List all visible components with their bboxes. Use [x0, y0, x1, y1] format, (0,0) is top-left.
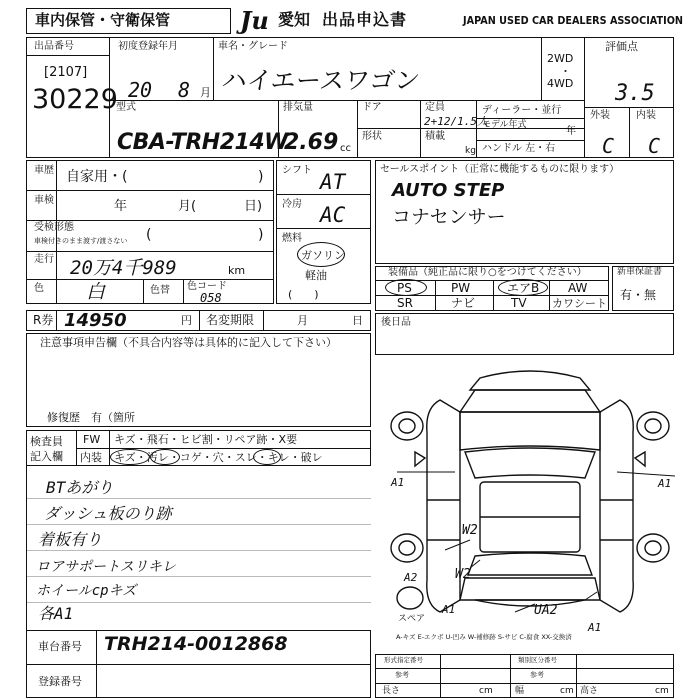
int-circle-3: [253, 449, 281, 465]
mark-a1-corner: A1: [588, 621, 602, 634]
storage-label: 車内保管・守衛保管: [35, 11, 171, 29]
body-shape-label: 形状: [362, 131, 382, 142]
legend-line-1: A-キズ E-エクボ U-凹み W-補修跡 S-サビ C-腐食 XX-交換済: [396, 633, 572, 641]
fuel-other: ( ): [288, 288, 319, 301]
mark-a1-rear: A1: [442, 603, 456, 616]
capacity-value: 2+12/1.5人: [424, 115, 488, 128]
remark-5: ホイールcpキズ: [36, 583, 137, 599]
fuel-diesel: 軽油: [305, 269, 327, 282]
equip-navi: ナビ: [451, 296, 476, 310]
front-bumper-shape: [470, 371, 590, 390]
lot-label: 出品番号: [34, 41, 74, 52]
receive-close: ): [258, 227, 264, 243]
mark-a1-left: A1: [391, 476, 405, 489]
4wd-option: 4WD: [547, 77, 574, 90]
exterior-grade: C: [602, 134, 615, 158]
height-cm: cm: [655, 686, 669, 696]
displacement-label: 排気量: [283, 102, 313, 113]
selling-points-label: セールスポイント（正常に機能するものに限ります）: [380, 164, 620, 175]
lot-number: 30229: [32, 84, 118, 115]
length-label: 長さ: [382, 686, 401, 696]
shift-label: シフト: [282, 165, 312, 176]
width-label: 幅: [515, 686, 525, 696]
fuel-gasoline: ガソリン: [301, 249, 345, 262]
interior-check-text: キズ・汚レ・コゲ・穴・スレ・キレ・破レ: [114, 451, 323, 464]
aircon-value: AC: [320, 203, 346, 227]
r-ticket-unit: 円: [181, 314, 192, 327]
form-title: 出品申込書: [322, 10, 408, 29]
int-circle-2: [150, 449, 180, 465]
equip-leather: カワシート: [552, 297, 607, 310]
category-label: 類別区分番号: [518, 656, 557, 664]
remark-1: BTあがり: [46, 478, 114, 497]
car-name: ハイエースワゴン: [219, 66, 422, 95]
interior-grade: C: [648, 134, 661, 158]
km-unit: km: [228, 264, 246, 277]
mark-a1-right: A1: [658, 477, 672, 490]
equip-sr: SR: [397, 296, 413, 310]
rating-score: 3.5: [615, 81, 655, 106]
equipment-label: 装備品（純正品に限り○をつけてください）: [388, 267, 587, 278]
color-code-label: 色コード: [187, 281, 227, 292]
interior-check-label: 内装: [80, 451, 102, 464]
displacement-value: 2.69: [284, 130, 339, 155]
equip-ps-circle: [385, 279, 427, 296]
model-label: 型式: [116, 102, 136, 113]
load-label: 積載: [425, 131, 445, 142]
registration-number-label: 登録番号: [38, 675, 82, 688]
rating-label: 評価点: [605, 40, 638, 53]
interior-label: 内装: [636, 110, 656, 121]
association-name: JAPAN USED CAR DEALERS ASSOCIATION: [463, 15, 684, 27]
color-code: 058: [200, 291, 222, 305]
model-year-unit: 年: [566, 126, 576, 137]
model-year-label: モデル年式: [482, 120, 527, 130]
model-code: CBA-TRH214W: [117, 130, 288, 155]
mileage-value: 20万4千989: [70, 257, 177, 279]
color-change-label: 色替: [150, 285, 170, 296]
2wd-option: 2WD: [547, 52, 574, 65]
inspector-label-1: 検査員: [30, 435, 63, 448]
storage-label-box: [26, 8, 231, 34]
equip-aw: AW: [568, 281, 588, 295]
mark-ua2: UA2: [534, 603, 558, 618]
ju-logo: Ju: [240, 6, 269, 35]
fuel-label: 燃料: [282, 233, 302, 244]
inspection-year: 年: [114, 199, 128, 214]
usage-label: 車歴: [34, 165, 54, 176]
mileage-label: 走行: [34, 254, 54, 265]
equip-ps: PS: [397, 281, 412, 295]
reissue-box: [375, 313, 674, 355]
drive-separator: ・: [560, 65, 571, 78]
remark-2: ダッシュ板のり跡: [44, 504, 172, 523]
mark-a2: A2: [404, 571, 418, 584]
remarks-area: [26, 466, 371, 628]
venue-name: 愛知: [278, 10, 311, 29]
fuel-circle-mark: [297, 242, 345, 267]
fw-label: FW: [83, 433, 101, 446]
exterior-label: 外装: [590, 110, 610, 121]
first-registration-label: 初度登録年月: [118, 41, 178, 52]
repair-history: 修復歴 有（箇所: [47, 411, 135, 424]
color-value: 白: [86, 281, 106, 303]
equip-pw: PW: [451, 281, 471, 295]
cc-unit: cc: [340, 143, 351, 154]
spare-label: スペア: [398, 614, 426, 624]
remark-6: 各A1: [38, 604, 74, 623]
usage-value: 自家用・(: [66, 169, 128, 185]
type-approval-ref: 参考: [395, 671, 409, 679]
month-unit: 月: [200, 86, 211, 99]
shift-value: AT: [320, 170, 346, 194]
warranty-label: 新車保証書: [617, 267, 663, 277]
kg-unit: kg: [465, 146, 476, 156]
chassis-label: 車台番号: [38, 640, 82, 653]
lot-code: [2107]: [44, 65, 88, 80]
category-ref: 参考: [530, 671, 544, 679]
aircon-label: 冷房: [282, 199, 302, 210]
chassis-number: TRH214-0012868: [104, 633, 288, 655]
receive-open: (: [146, 227, 152, 243]
type-approval-label: 形式指定番号: [384, 656, 423, 664]
notes-label: 注意事項申告欄（不具合内容等は具体的に記入して下さい）: [40, 336, 337, 349]
length-cm: cm: [479, 686, 493, 696]
height-label: 高さ: [580, 686, 599, 696]
color-label: 色: [34, 283, 44, 294]
warranty-value: 有・無: [620, 288, 657, 302]
equip-tv: TV: [511, 296, 527, 310]
r-ticket-value: 14950: [64, 310, 127, 331]
reissue-label: 後日品: [381, 317, 411, 328]
inspection-month: 月(: [178, 199, 197, 214]
selling-point-2: コナセンサー: [392, 206, 506, 228]
name-change-day: 日: [352, 314, 363, 327]
equip-airbag-circle: [498, 279, 548, 296]
r-ticket-label: R券: [33, 313, 54, 327]
remark-4: ロアサポートスリキレ: [36, 559, 176, 575]
car-name-label: 車名・グレード: [218, 41, 288, 52]
width-cm: cm: [560, 686, 574, 696]
registration-year: 20: [128, 78, 153, 102]
inspector-label-2: 記入欄: [30, 450, 63, 463]
receive-sub: 車検付きのまま渡す/渡さない: [34, 237, 128, 245]
door-label: ドア: [362, 102, 382, 113]
usage-close: ): [258, 169, 264, 185]
mark-w2-side: W2: [462, 523, 478, 538]
name-change-label: 名変期限: [206, 313, 255, 327]
int-circle-1: [110, 449, 150, 465]
inspection-label: 車検: [34, 195, 54, 206]
name-change-month: 月: [297, 314, 308, 327]
remark-3: 着板有り: [38, 530, 103, 549]
damage-diagram: [385, 360, 675, 640]
registration-month: 8: [178, 78, 191, 102]
equip-airbag: エアB: [507, 281, 540, 295]
dealer-import-label: ディーラー・並行: [482, 105, 562, 116]
inspection-day: 日): [244, 199, 263, 214]
receive-label: 受検形態: [34, 222, 74, 233]
fw-text: キズ・飛石・ヒビ割・リペア跡・X要: [114, 433, 298, 446]
capacity-label: 定員: [425, 102, 445, 113]
steering-label: ハンドル 左・右: [482, 143, 556, 154]
mark-w2-rear: W2: [455, 567, 471, 582]
selling-point-1: AUTO STEP: [392, 180, 505, 201]
